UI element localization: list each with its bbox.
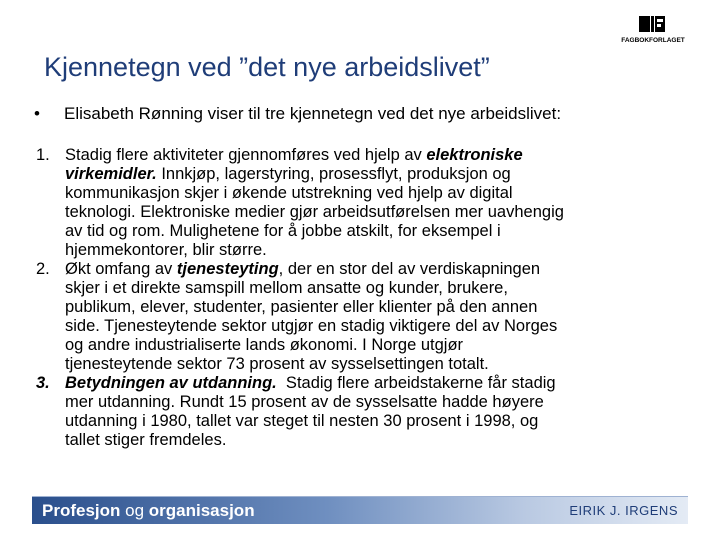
text-line [65, 374, 686, 393]
footer-text: og [125, 501, 145, 520]
text-line [65, 165, 686, 184]
text-line: av tid og rom. Mulighetene for å jobbe atskilt, for eksempel i [65, 222, 501, 240]
text-line: kommunikasjon skjer i økende utstrekning ved hjelp av digital [65, 184, 513, 202]
slide-title: Kjennetegn ved ”det nye arbeidslivet” [44, 52, 490, 82]
emphasis-text: tjenesteyting [176, 260, 279, 278]
emphasis-text: elektroniske [426, 146, 523, 164]
numbered-list [36, 146, 686, 450]
list-item [36, 146, 686, 260]
publisher-logo [620, 14, 686, 48]
text-line: skjer i et direkte samspill mellom ansatte og kunder, brukere, [65, 279, 508, 297]
text-line [65, 260, 686, 279]
text-line: og andre industrialiserte lands økonomi. I Norge utgjør [65, 336, 464, 354]
text-line: teknologi. Elektroniske medier gjør arbeidsutførelsen mer uavhengig [65, 203, 564, 221]
list-item [36, 374, 686, 450]
text-line: publikum, elever, studenter, pasienter eller klienter på den annen [65, 298, 538, 316]
text-run: Stadig flere aktiviteter gjennomføres ved hjelp av [65, 146, 427, 164]
footer-text: organisasjon [144, 501, 255, 520]
text-line: side. Tjenesteytende sektor utgjør en stadig viktigere del av Norges [65, 317, 558, 335]
text-line: mer utdanning. Rundt 15 prosent av de sysselsatte hadde høyere [65, 393, 544, 411]
list-number: 3. [36, 374, 50, 392]
text-line: hjemmekontorer, blir større. [65, 241, 267, 259]
text-run: Innkjøp, lagerstyring, prosessflyt, produksjon og [156, 165, 511, 183]
text-line: utdanning i 1980, tallet var steget til nesten 30 prosent i 1998, og [65, 412, 539, 430]
footer-text: Profesjon [42, 501, 126, 520]
bullet-marker: • [34, 104, 40, 123]
list-number: 1. [36, 146, 50, 164]
footer-author: EIRIK J. IRGENS [569, 503, 678, 518]
logo-text: FAGBOKFORLAGET [621, 37, 685, 44]
emphasis-text: virkemidler. [65, 165, 157, 183]
text-run: Stadig flere arbeidstakerne får stadig [276, 374, 556, 392]
text-line: tjenesteytende sektor 73 prosent av sysselsettingen totalt. [65, 355, 489, 373]
footer-banner [32, 496, 688, 524]
text-line [65, 146, 686, 165]
text-line: tallet stiger fremdeles. [65, 431, 227, 449]
text-run: Økt omfang av [65, 260, 177, 278]
footer-book-title [42, 501, 255, 521]
emphasis-text: Betydningen av utdanning. [65, 374, 277, 392]
list-item [36, 260, 686, 374]
intro-bullet [34, 104, 561, 124]
intro-text: Elisabeth Rønning viser til tre kjennetegn ved det nye arbeidslivet: [64, 104, 562, 123]
text-run: , der en stor del av verdiskapningen [278, 260, 541, 278]
list-number: 2. [36, 260, 50, 278]
book-logo-icon [638, 14, 666, 34]
